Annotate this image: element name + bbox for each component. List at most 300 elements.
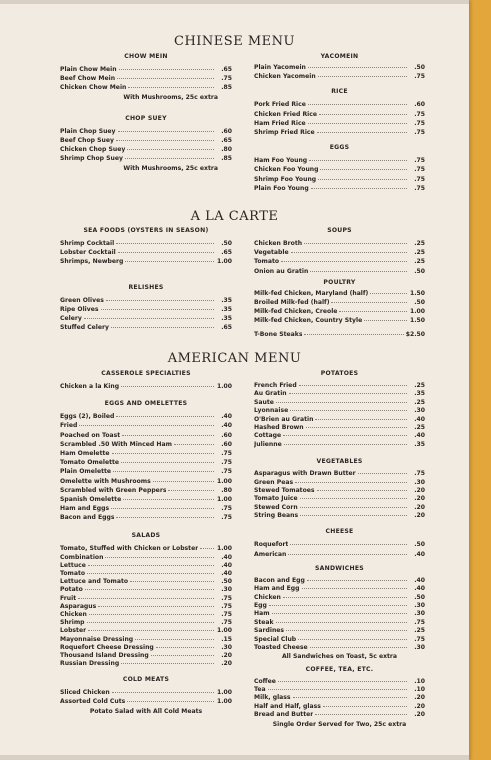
menu-item-row (60, 449, 232, 458)
leader-dots (323, 706, 407, 707)
item-name: Green Olives (60, 296, 104, 304)
coffee-note: Single Order Served for Two, 25c extra (272, 720, 407, 728)
item-name: String Beans (254, 512, 299, 520)
item-price: .75 (221, 602, 232, 610)
potatoes-list (254, 382, 425, 449)
page-top-edge (0, 0, 469, 4)
leader-dots (299, 385, 407, 386)
leader-dots (318, 76, 407, 77)
menu-item-row (254, 711, 425, 719)
menu-item-row (60, 611, 232, 619)
item-name: Shrimp (60, 619, 85, 627)
leader-dots (310, 271, 407, 272)
item-name: Stuffed Celery (60, 324, 109, 332)
item-price: .60 (221, 431, 232, 439)
rice-list (254, 100, 425, 137)
leader-dots (116, 416, 214, 417)
menu-item-row (254, 602, 425, 610)
chop-suey-heading: CHOP SUEY (125, 114, 167, 122)
menu-item-row (254, 540, 425, 549)
menu-item-row (254, 390, 425, 398)
item-price: $2.50 (405, 330, 425, 338)
leader-dots (293, 697, 407, 698)
leader-dots (319, 114, 407, 115)
item-price: .80 (221, 146, 232, 154)
menu-item-row (254, 619, 425, 627)
menu-item-row (254, 407, 425, 415)
leader-dots (317, 132, 407, 133)
leader-dots (79, 425, 214, 426)
chop-suey-list (60, 127, 232, 164)
vegetables-heading: VEGETABLES (316, 458, 363, 466)
leader-dots (88, 630, 214, 631)
leader-dots (317, 490, 407, 491)
leader-dots (358, 473, 407, 474)
menu-item-row (60, 431, 232, 440)
item-price: .40 (414, 432, 425, 440)
item-price: .35 (414, 440, 425, 448)
leader-dots (127, 701, 214, 702)
leader-dots (84, 318, 214, 319)
item-price: 1.50 (409, 289, 425, 297)
item-price: 1.00 (216, 258, 232, 266)
menu-item-row (60, 644, 232, 652)
item-name: Ham Foo Young (254, 157, 308, 165)
menu-item-row (60, 382, 232, 391)
item-price: .25 (414, 382, 425, 389)
leader-dots (98, 606, 214, 607)
soups-heading: SOUPS (327, 227, 352, 234)
item-name: Stewed Tomatoes (254, 486, 315, 494)
item-name: Beef Chop Suey (60, 136, 114, 144)
menu-item-row (254, 165, 425, 174)
item-name: Fried (60, 422, 78, 430)
leader-dots (272, 613, 407, 614)
leader-dots (308, 104, 407, 105)
menu-item-row (60, 154, 232, 163)
item-price: .65 (221, 136, 232, 144)
leader-dots (153, 481, 214, 482)
item-price: .20 (414, 694, 425, 702)
leader-dots (300, 498, 407, 499)
item-name: Ham and Eggs (60, 505, 110, 513)
carte-left-column (60, 226, 232, 332)
item-name: Broiled Milk-fed (half) (254, 298, 330, 306)
item-name: Asparagus with Drawn Butter (254, 470, 356, 478)
casserole-heading: CASSEROLE SPECIALTIES (101, 370, 191, 377)
item-name: Tomato (60, 570, 86, 577)
item-price: .20 (221, 660, 232, 668)
menu-item-row (60, 314, 232, 323)
item-name: Spanish Omelette (60, 495, 122, 503)
item-name: Plain Yacomein (254, 64, 306, 71)
item-price: .75 (414, 175, 425, 183)
chinese-right-column (254, 52, 425, 193)
item-price: .35 (221, 314, 232, 322)
item-name: Bread and Butter (254, 711, 314, 719)
item-price: .25 (414, 627, 425, 635)
eggs-omelettes-heading: EGGS AND OMELETTES (104, 400, 188, 408)
item-price: .50 (414, 64, 425, 71)
item-price: .40 (221, 553, 232, 561)
item-price: .50 (221, 578, 232, 586)
item-price: .25 (414, 258, 425, 266)
item-name: Lobster Cocktail (60, 249, 116, 257)
menu-item-row (60, 697, 232, 706)
item-name: Plain Omelette (60, 468, 112, 476)
cheese-list (254, 540, 425, 558)
menu-item-row (60, 136, 232, 145)
item-name: T-Bone Steaks (254, 330, 303, 338)
coffee-heading: COFFEE, TEA, ETC. (305, 665, 374, 673)
item-price: .35 (414, 390, 425, 398)
leader-dots (117, 78, 214, 79)
item-price: .75 (221, 468, 232, 476)
menu-item-row (254, 424, 425, 432)
leader-dots (308, 67, 407, 68)
item-price: .30 (414, 478, 425, 486)
leader-dots (298, 639, 407, 640)
leader-dots (125, 261, 214, 262)
leader-dots (290, 410, 407, 411)
item-price: .20 (414, 711, 425, 719)
menu-item-row (254, 504, 425, 512)
item-price: .75 (221, 459, 232, 467)
leader-dots (364, 320, 407, 321)
leader-dots (289, 393, 407, 394)
item-name: Chicken a la King (60, 383, 120, 390)
potatoes-heading: POTATOES (320, 370, 359, 377)
leader-dots (302, 588, 407, 589)
menu-item-row (254, 479, 425, 487)
item-name: Ripe Olives (60, 305, 99, 313)
menu-item-row (60, 603, 232, 611)
menu-item-row (254, 175, 425, 184)
item-price: .75 (414, 635, 425, 643)
item-name: Tomato Omelette (60, 459, 120, 467)
menu-item-row (60, 74, 232, 83)
leader-dots (119, 69, 214, 70)
menu-item-row (254, 416, 425, 424)
menu-item-row (254, 470, 425, 478)
menu-item-row (60, 296, 232, 305)
item-name: O'Brien au Gratin (254, 415, 314, 423)
item-price: .30 (221, 643, 232, 651)
item-price: .50 (414, 541, 425, 549)
menu-item-row (60, 127, 232, 136)
item-price: .75 (414, 470, 425, 478)
leader-dots (125, 158, 214, 159)
item-price: .75 (221, 619, 232, 627)
item-price: .20 (414, 486, 425, 494)
item-name: Fruit (60, 594, 77, 602)
item-name: American (254, 550, 287, 558)
american-menu-title: AMERICAN MENU (167, 351, 302, 366)
salads-list (60, 545, 232, 668)
menu-item-row (254, 495, 425, 503)
leader-dots (370, 293, 407, 294)
leader-dots (295, 482, 407, 483)
menu-item-row (254, 441, 425, 449)
menu-item-row (254, 487, 425, 495)
leader-dots (105, 557, 214, 558)
salads-heading: SALADS (131, 532, 161, 540)
item-name: Egg (254, 602, 267, 610)
item-name: Bacon and Eggs (60, 514, 115, 522)
menu-item-row (60, 495, 232, 504)
leader-dots (268, 689, 407, 690)
item-name: Mayonnaise Dressing (60, 635, 134, 643)
item-name: Asparagus (60, 602, 97, 610)
cold-meats-note: Potato Salad with All Cold Meats (89, 707, 203, 715)
rice-heading: RICE (331, 88, 348, 96)
item-price: .40 (414, 550, 425, 558)
item-name: Omelette with Mushrooms (60, 477, 151, 485)
menu-item-row (254, 432, 425, 440)
item-price: .75 (414, 157, 425, 165)
item-name: Chicken Chop Suey (60, 146, 126, 154)
menu-item-row (254, 610, 425, 618)
item-name: Half and Half, glass (254, 702, 321, 710)
relishes-heading: RELISHES (128, 283, 164, 291)
t-bone-steaks-row (254, 330, 425, 339)
leader-dots (122, 435, 214, 436)
item-name: Stewed Corn (254, 503, 298, 511)
item-price: .75 (221, 505, 232, 513)
item-name: Ham Omelette (60, 449, 110, 457)
leader-dots (116, 517, 214, 518)
item-price: .40 (221, 570, 232, 577)
leader-dots (300, 515, 407, 516)
chow-mein-list (60, 65, 232, 93)
item-price: .65 (221, 66, 232, 73)
item-price: .25 (414, 423, 425, 431)
menu-item-row (254, 257, 425, 266)
item-price: .50 (414, 267, 425, 275)
menu-item-row (60, 323, 232, 332)
leader-dots (135, 639, 214, 640)
item-price: 1.00 (216, 698, 232, 706)
item-price: .75 (414, 73, 425, 81)
leader-dots (85, 589, 214, 590)
item-price: .75 (414, 166, 425, 174)
item-price: .75 (221, 75, 232, 83)
item-price: .40 (414, 585, 425, 593)
item-price: .10 (414, 677, 425, 685)
item-price: .75 (414, 618, 425, 626)
menu-item-row (60, 145, 232, 154)
menu-item-row (254, 382, 425, 390)
menu-item-row (60, 412, 232, 421)
leader-dots (304, 243, 407, 244)
menu-item-row (60, 688, 232, 697)
item-name: Shrimp Chop Suey (60, 155, 123, 163)
leader-dots (320, 169, 407, 170)
menu-item-row (60, 440, 232, 449)
item-price: 1.00 (216, 495, 232, 503)
item-name: Ham and Egg (254, 585, 300, 593)
menu-item-row (254, 72, 425, 81)
item-price: .20 (414, 512, 425, 520)
leader-dots (128, 87, 214, 88)
eggs-omelettes-list (60, 412, 232, 522)
leader-dots (306, 427, 407, 428)
item-name: Hashed Brown (254, 423, 304, 431)
item-name: Ham (254, 610, 270, 618)
item-name: Shrimps, Newberg (60, 258, 124, 266)
leader-dots (200, 548, 214, 549)
item-name: Plain Chow Mein (60, 66, 117, 73)
item-price: .75 (221, 514, 232, 522)
item-price: .75 (414, 119, 425, 127)
menu-item-row (60, 570, 232, 578)
menu-item-row (254, 627, 425, 635)
item-name: Vegetable (254, 249, 289, 257)
item-name: Shrimp Fried Rice (254, 128, 315, 136)
item-name: Chicken (254, 593, 281, 601)
item-price: .30 (414, 610, 425, 618)
item-price: .40 (221, 561, 232, 569)
menu-item-row (254, 100, 425, 109)
menu-item-row (254, 119, 425, 128)
leader-dots (308, 123, 407, 124)
yacomein-list (254, 63, 425, 81)
leader-dots (339, 311, 407, 312)
leader-dots (278, 681, 407, 682)
leader-dots (168, 490, 214, 491)
leader-dots (121, 663, 214, 664)
cold-meats-list (60, 688, 232, 706)
menu-item-row (254, 644, 425, 652)
menu-item-row (60, 554, 232, 562)
item-name: Chicken (60, 610, 87, 618)
leader-dots (87, 622, 214, 623)
item-name: Lettuce (60, 561, 86, 569)
leader-dots (286, 630, 407, 631)
item-name: Lettuce and Tomato (60, 578, 129, 586)
cold-meats-heading: COLD MEATS (122, 676, 170, 684)
menu-item-row (60, 257, 232, 266)
carte-right-column (254, 226, 425, 339)
menu-item-row (60, 248, 232, 257)
chop-suey-note: With Mushrooms, 25c extra (123, 164, 218, 172)
menu-item-row (60, 595, 232, 603)
leader-dots (307, 580, 407, 581)
menu-item-row (60, 545, 232, 553)
item-price: .30 (414, 407, 425, 415)
item-name: Plain Foo Young (254, 184, 309, 192)
leader-dots (174, 444, 214, 445)
leader-dots (276, 622, 407, 623)
eggs-heading: EGGS (329, 144, 350, 152)
item-name: Thousand Island Dressing (60, 651, 149, 659)
eggs-list (254, 156, 425, 193)
item-name: Lyonnaise (254, 407, 289, 415)
item-price: .50 (414, 593, 425, 601)
menu-item-row (60, 660, 232, 668)
item-name: Russian Dressing (60, 660, 120, 668)
menu-item-row (60, 586, 232, 594)
item-price: 1.00 (216, 477, 232, 485)
item-price: 1.00 (216, 545, 232, 553)
leader-dots (130, 581, 214, 582)
page-bottom-edge (0, 755, 469, 760)
item-name: Combination (60, 553, 104, 561)
leader-dots (111, 327, 214, 328)
item-name: French Fried (254, 382, 297, 389)
leader-dots (318, 179, 407, 180)
leader-dots (88, 565, 214, 566)
leader-dots (281, 261, 407, 262)
leader-dots (304, 334, 403, 335)
vegetables-list (254, 470, 425, 520)
menu-item-row (60, 627, 232, 635)
menu-item-row (254, 594, 425, 602)
item-name: Poached on Toast (60, 431, 121, 439)
leader-dots (309, 160, 407, 161)
item-price: .85 (221, 155, 232, 163)
menu-item-row (60, 458, 232, 467)
item-price: .15 (221, 635, 232, 643)
menu-item-row (254, 686, 425, 694)
sea-foods-list (60, 239, 232, 267)
item-price: .65 (221, 324, 232, 332)
leader-dots (311, 188, 407, 189)
item-price: .75 (414, 184, 425, 192)
leader-dots (156, 647, 214, 648)
menu-item-row (60, 619, 232, 627)
menu-item-row (60, 636, 232, 644)
leader-dots (290, 544, 407, 545)
leader-dots (127, 149, 214, 150)
item-price: .35 (221, 296, 232, 304)
coffee-list (254, 678, 425, 720)
menu-item-row (254, 399, 425, 407)
item-name: Chicken Fried Rice (254, 110, 318, 118)
item-price: .40 (221, 422, 232, 430)
item-price: .50 (414, 298, 425, 306)
menu-item-row (60, 65, 232, 74)
item-name: Lobster (60, 627, 87, 635)
leader-dots (116, 243, 214, 244)
item-price: 1.50 (409, 317, 425, 325)
item-name: Pork Fried Rice (254, 101, 306, 109)
item-name: Tomato (254, 258, 280, 266)
item-price: .60 (221, 127, 232, 135)
leader-dots (123, 499, 214, 500)
menu-item-row (254, 577, 425, 585)
item-name: Milk-fed Chicken, Country Style (254, 317, 363, 325)
item-name: Plain Chop Suey (60, 127, 116, 135)
item-price: .80 (221, 486, 232, 494)
item-name: Celery (60, 314, 82, 322)
item-name: Chicken Yacomein (254, 73, 316, 81)
menu-item-row (254, 585, 425, 593)
item-price: .30 (221, 586, 232, 594)
poultry-list (254, 289, 425, 326)
item-price: .50 (221, 240, 232, 247)
menu-item-row (60, 467, 232, 476)
chinese-left-column (60, 52, 232, 173)
leader-dots (112, 692, 214, 693)
chow-mein-note: With Mushrooms, 25c extra (123, 93, 218, 101)
leader-dots (284, 444, 407, 445)
item-name: Milk, glass (254, 694, 291, 702)
leader-dots (151, 655, 214, 656)
item-name: Assorted Cold Cuts (60, 698, 126, 706)
item-name: Scrambled .50 With Minced Ham (60, 440, 172, 448)
item-name: Coffee (254, 677, 276, 685)
